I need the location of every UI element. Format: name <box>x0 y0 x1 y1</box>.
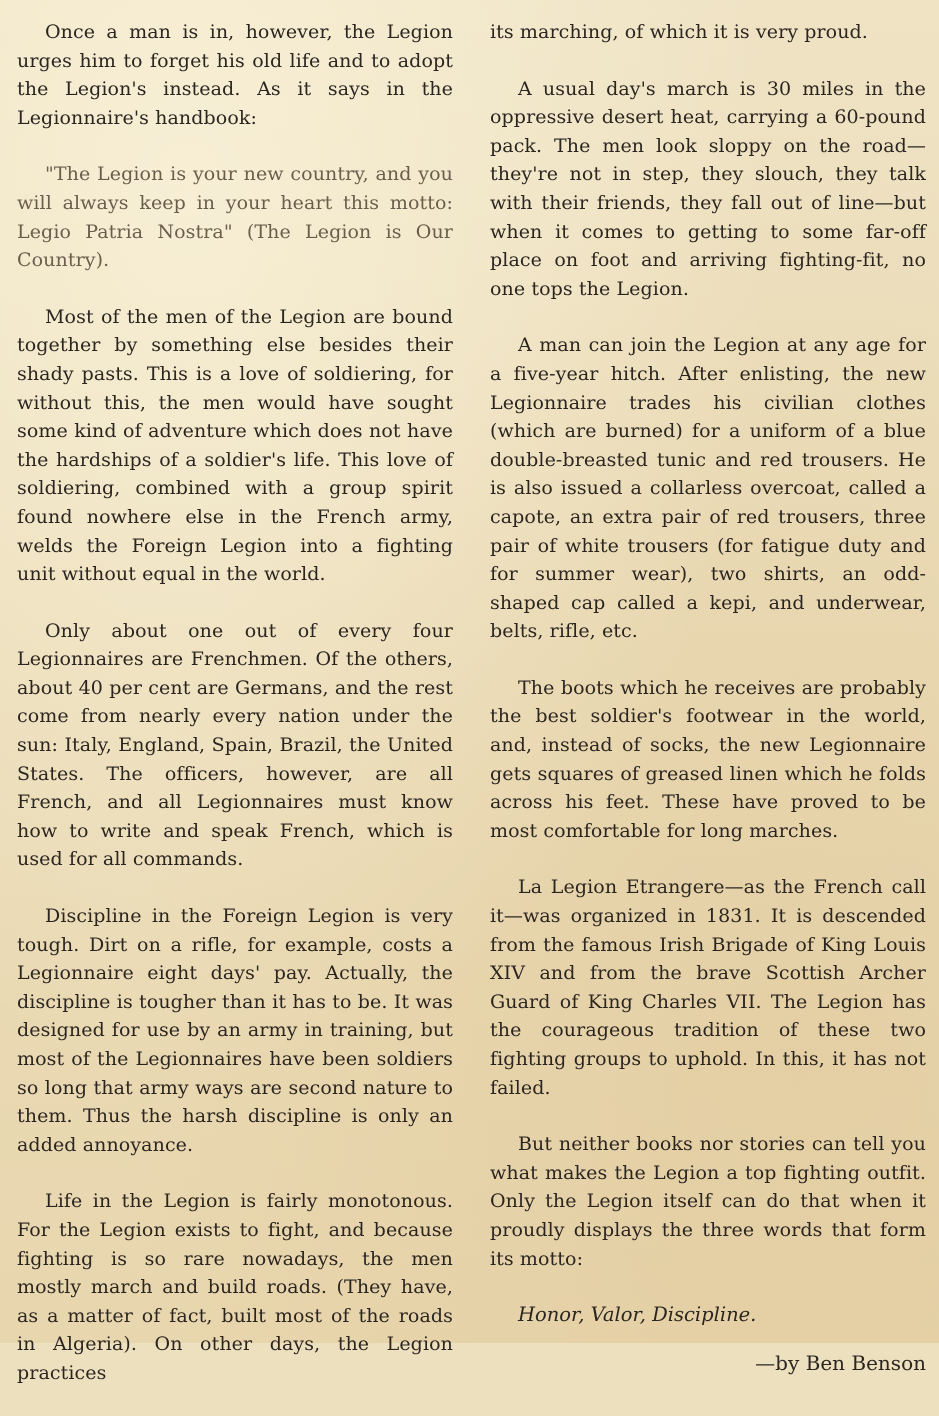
paragraph: A man can join the Legion at any age for a five-year hitch. After enlisting, the new Legionnaire trades his civilian clothes (which are burned) for a uniform of a blue double-breasted tunic and red trousers. He is also issued a collarless overcoat, called a capote, an extra pair of red trousers, three pair of white trousers (for fatigue duty and for summer wear), two shirts, an odd-shaped cap called a kepi, and underwear, belts, rifle, etc. <box>490 334 926 643</box>
paragraph: La Legion Etrangere—as the French call it—was organized in 1831. It is descended from the famous Irish Brigade of King Louis XIV and from the brave Scottish Archer Guard of King Charles VII. The Legion has the courageous tradition of these two fighting groups to uphold. In this, it has not failed. <box>490 876 926 1099</box>
paragraph: Only about one out of every four Legionnaires are Frenchmen. Of the others, about 40 per cent are Germans, and the rest come from nearly every nation under the sun: Italy, England, Spain, Brazil, the United States. The officers, however, are all French, and all Legionnaires must know how to write and speak French, which is used for all commands. <box>17 619 453 871</box>
paragraph-continuation: its marching, of which it is very proud. <box>490 21 868 43</box>
paragraph: Life in the Legion is fairly monotonous. For the Legion exists to fight, and because fighting is so rare nowadays, the men mostly march and build roads. (They have, as a matter of fact, built most of the roads in Algeria). On other days, the Legion practices <box>17 1190 453 1384</box>
paragraph: The boots which he receives are probably the best soldier's footwear in the world, and, instead of socks, the new Legionnaire gets squares of greased linen which he folds across his feet. These have proved to be most comfortable for long marches. <box>490 676 926 842</box>
paragraph: Once a man is in, however, the Legion urges him to forget his old life and to adopt the Legion's instead. As it says in the Legionnaire's handbook: <box>17 21 453 129</box>
right-column <box>490 18 926 1377</box>
legion-motto: Honor, Valor, Discipline. <box>518 1303 757 1327</box>
paragraph: A usual day's march is 30 miles in the oppressive desert heat, carrying a 60-pound pack. The men look sloppy on the road—they're not in step, they slouch, they talk with their friends, they fall out of line—but when it comes to getting to some far-off place on foot and arriving fighting-fit, no one tops the Legion. <box>490 77 926 300</box>
handbook-quote: "The Legion is your new country, and you will always keep in your heart this motto: Legio Patria Nostra" (The Legion is Our Country). <box>17 163 453 272</box>
paragraph: Most of the men of the Legion are bound together by something else besides their shady pasts. This is a love of soldiering, for without this, the men would have sought some kind of adventure which does not have the hardships of a soldier's life. This love of soldiering, combined with a group spirit found nowhere else in the French army, welds the Foreign Legion into a fighting unit without equal in the world. <box>17 305 453 586</box>
left-column <box>17 18 453 1416</box>
author-byline: —by Ben Benson <box>755 1351 926 1376</box>
paragraph: But neither books nor stories can tell you what makes the Legion a top fighting outfit. Only the Legion itself can do that when it proudly displays the three words that form its motto: <box>490 1133 926 1270</box>
paragraph: Discipline in the Foreign Legion is very tough. Dirt on a rifle, for example, costs a Legionnaire eight days' pay. Actually, the discipline is tougher than it has to be. It was designed for use by an army in training, but most of the Legionnaires have been soldiers so long that army ways are second nature to them. Thus the harsh discipline is only an added annoyance. <box>17 905 453 1156</box>
